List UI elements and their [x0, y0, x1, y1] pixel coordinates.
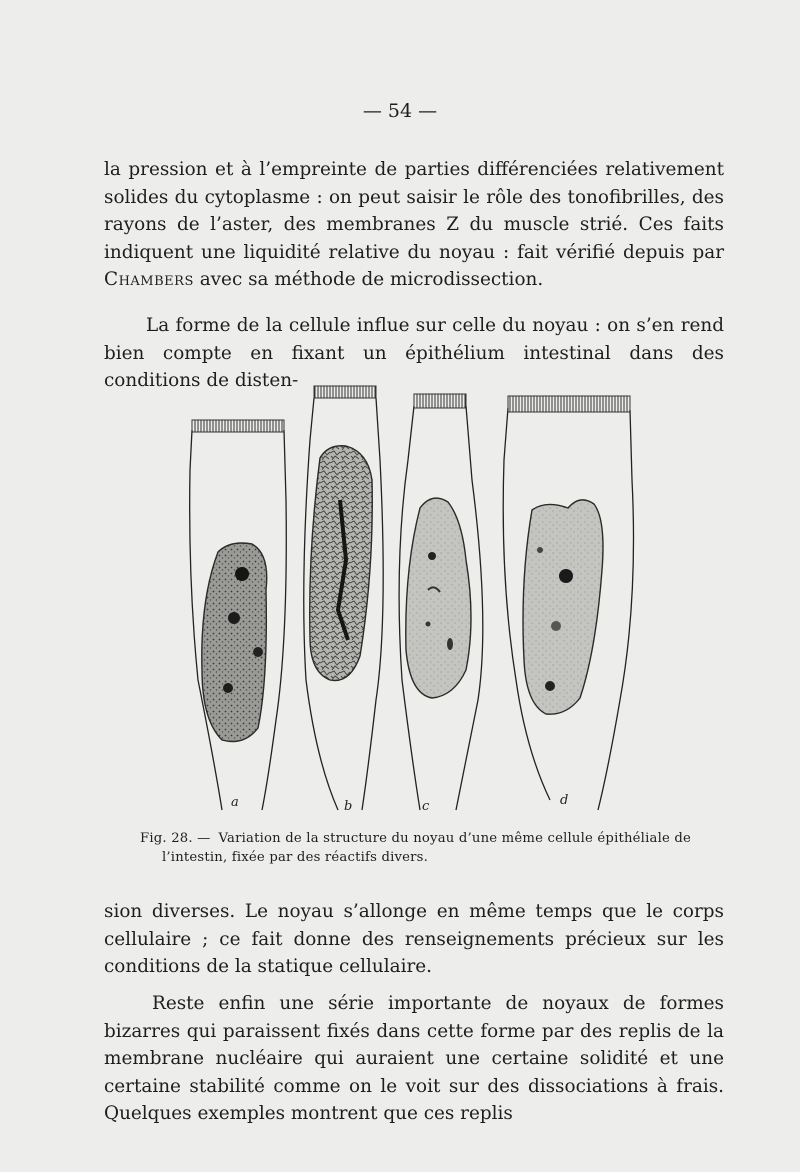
- cell-a: [190, 420, 287, 810]
- paragraph-4: Reste enfin une série importante de noyaux de formes bizarres qui paraissent fixés dans cette forme par des replis de la membrane nucléaire qui auraient une certaine solidité et une certaine stabilité comme on le voit sur des dissociations à frais. Quelques exemples montrent que ces replis: [104, 993, 724, 1125]
- cell-c-brush-border: [414, 394, 466, 408]
- cell-c: [399, 394, 483, 814]
- paragraph-1-text-b: avec sa méthode de microdissection.: [193, 269, 544, 291]
- cell-c-nucleus: [406, 498, 471, 698]
- cell-b: [304, 386, 383, 814]
- figure-caption-label: Fig. 28. —: [140, 831, 211, 846]
- paragraph-1-text-a: la pression et à l’empreinte de parties différenciées relativement solides du cytoplasme : on peut saisir le rôle des tonofibrilles, des rayons de l’aster, des membranes Z du muscle strié. Ces faits indiquent une liquidité relative du noyau : fait vérifié depuis par: [104, 159, 724, 263]
- figure-letter-d: d: [560, 793, 569, 808]
- paragraph-2: La forme de la cellule influe sur celle du noyau : on s’en rend bien compte en fixant un épithélium intestinal dans des conditions de disten-: [104, 315, 724, 392]
- cell-b-nucleus: [310, 446, 373, 681]
- page-number: — 54 —: [362, 100, 438, 122]
- cell-a-brush-border: [192, 420, 284, 432]
- paragraph-3: sion diverses. Le noyau s’allonge en même temps que le corps cellulaire ; ce fait donne des renseignements précieux sur les conditions de la statique cellulaire.: [104, 901, 724, 978]
- figure-28-illustration: [170, 380, 650, 820]
- author-name-chambers: Chambers: [104, 269, 194, 291]
- cell-a-nucleus: [202, 543, 267, 742]
- figure-letter-c: c: [422, 799, 430, 814]
- cell-d: [503, 396, 633, 810]
- figure-caption-line-1: Variation de la structure du noyau d’une même cellule épithéliale de: [218, 831, 692, 846]
- cell-d-brush-border: [508, 396, 630, 412]
- figure-caption-line-2: l’intestin, fixée par des réactifs divers.: [162, 850, 429, 865]
- figure-caption: [140, 829, 700, 867]
- figure-letter-a: a: [231, 795, 239, 810]
- paragraph-1: [104, 156, 724, 294]
- figure-letter-b: b: [344, 799, 353, 814]
- cell-b-brush-border: [314, 386, 376, 398]
- cell-d-nucleus: [523, 500, 603, 714]
